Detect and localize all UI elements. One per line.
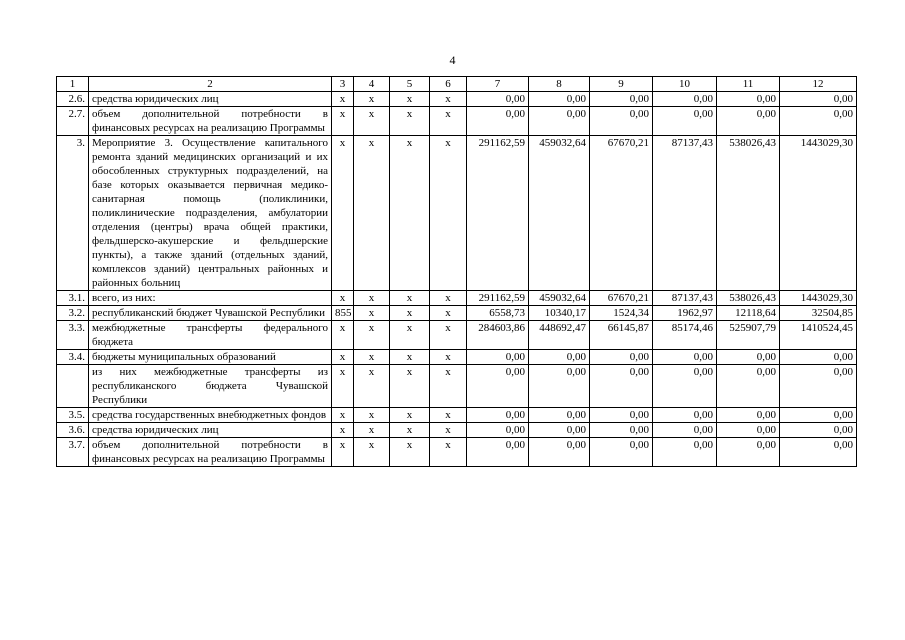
col-4-cell: х (354, 306, 390, 321)
row-number: 3.6. (57, 423, 89, 438)
value-cell: 0,00 (529, 350, 590, 365)
value-cell: 0,00 (529, 365, 590, 408)
column-header: 4 (354, 77, 390, 92)
budget-table (56, 76, 857, 467)
row-number: 3.2. (57, 306, 89, 321)
col-5-cell: х (390, 408, 430, 423)
col-6-cell: х (430, 321, 467, 350)
value-cell: 0,00 (590, 365, 653, 408)
col-5-cell: х (390, 92, 430, 107)
col-3-cell: 855 (332, 306, 354, 321)
value-cell: 1962,97 (653, 306, 717, 321)
table-row (57, 107, 857, 136)
value-cell: 0,00 (590, 438, 653, 467)
value-cell: 0,00 (467, 350, 529, 365)
column-header: 11 (717, 77, 780, 92)
value-cell: 0,00 (467, 92, 529, 107)
table-row (57, 92, 857, 107)
value-cell: 0,00 (780, 92, 857, 107)
col-6-cell: х (430, 92, 467, 107)
row-description: межбюджетные трансферты федерального бюджета (89, 321, 332, 350)
table-row (57, 350, 857, 365)
column-header: 1 (57, 77, 89, 92)
row-number: 2.7. (57, 107, 89, 136)
value-cell: 538026,43 (717, 291, 780, 306)
column-header: 6 (430, 77, 467, 92)
table-row (57, 291, 857, 306)
col-4-cell: х (354, 136, 390, 291)
row-description: средства юридических лиц (89, 423, 332, 438)
col-5-cell: х (390, 438, 430, 467)
col-6-cell: х (430, 438, 467, 467)
value-cell: 1524,34 (590, 306, 653, 321)
row-number: 3.7. (57, 438, 89, 467)
row-number: 3.5. (57, 408, 89, 423)
value-cell: 0,00 (653, 408, 717, 423)
col-3-cell: х (332, 408, 354, 423)
value-cell: 66145,87 (590, 321, 653, 350)
col-6-cell: х (430, 306, 467, 321)
value-cell: 0,00 (717, 438, 780, 467)
col-4-cell: х (354, 321, 390, 350)
value-cell: 0,00 (717, 92, 780, 107)
value-cell: 0,00 (653, 350, 717, 365)
col-3-cell: х (332, 423, 354, 438)
value-cell: 0,00 (590, 350, 653, 365)
col-5-cell: х (390, 423, 430, 438)
row-number: 3. (57, 136, 89, 291)
col-6-cell: х (430, 291, 467, 306)
row-description: объем дополнительной потребности в финансовых ресурсах на реализацию Программы (89, 107, 332, 136)
value-cell: 0,00 (590, 92, 653, 107)
value-cell: 10340,17 (529, 306, 590, 321)
col-5-cell: х (390, 350, 430, 365)
value-cell: 67670,21 (590, 291, 653, 306)
col-3-cell: х (332, 291, 354, 306)
value-cell: 0,00 (653, 423, 717, 438)
value-cell: 67670,21 (590, 136, 653, 291)
row-description: Мероприятие 3. Осуществление капитального ремонта зданий медицинских организаций и их обособленных структурных подразделений, на базе которых оказывается первичная медико-санитарная помощь (поликлиники, поликлинические подразделения, амбулатории отделения (центры) врача общей практики, фельдшерско-акушерские и фельдшерские пункты), а также зданий (отдельных зданий, комплексов зданий) центральных районных и районных больниц (89, 136, 332, 291)
col-3-cell: х (332, 365, 354, 408)
value-cell: 6558,73 (467, 306, 529, 321)
col-4-cell: х (354, 291, 390, 306)
value-cell: 0,00 (529, 423, 590, 438)
value-cell: 0,00 (529, 438, 590, 467)
table-row (57, 438, 857, 467)
row-number: 2.6. (57, 92, 89, 107)
value-cell: 0,00 (780, 107, 857, 136)
value-cell: 0,00 (467, 365, 529, 408)
row-number: 3.1. (57, 291, 89, 306)
value-cell: 0,00 (717, 350, 780, 365)
value-cell: 0,00 (717, 365, 780, 408)
column-header: 9 (590, 77, 653, 92)
column-header: 3 (332, 77, 354, 92)
col-5-cell: х (390, 107, 430, 136)
col-5-cell: х (390, 365, 430, 408)
value-cell: 0,00 (467, 107, 529, 136)
col-6-cell: х (430, 136, 467, 291)
table-row (57, 423, 857, 438)
col-3-cell: х (332, 107, 354, 136)
page-number: 4 (449, 53, 456, 67)
row-description: средства государственных внебюджетных фондов (89, 408, 332, 423)
value-cell: 0,00 (653, 92, 717, 107)
col-3-cell: х (332, 92, 354, 107)
table-row (57, 321, 857, 350)
row-description: республиканский бюджет Чувашской Республики (89, 306, 332, 321)
value-cell: 0,00 (529, 408, 590, 423)
col-3-cell: х (332, 136, 354, 291)
value-cell: 0,00 (467, 408, 529, 423)
column-header: 7 (467, 77, 529, 92)
column-header: 8 (529, 77, 590, 92)
col-4-cell: х (354, 350, 390, 365)
column-header: 12 (780, 77, 857, 92)
value-cell: 291162,59 (467, 136, 529, 291)
value-cell: 1443029,30 (780, 291, 857, 306)
col-5-cell: х (390, 136, 430, 291)
value-cell: 1410524,45 (780, 321, 857, 350)
col-4-cell: х (354, 365, 390, 408)
value-cell: 1443029,30 (780, 136, 857, 291)
value-cell: 459032,64 (529, 136, 590, 291)
value-cell: 0,00 (529, 107, 590, 136)
value-cell: 32504,85 (780, 306, 857, 321)
value-cell: 0,00 (590, 423, 653, 438)
col-4-cell: х (354, 438, 390, 467)
value-cell: 0,00 (780, 438, 857, 467)
row-number: 3.3. (57, 321, 89, 350)
value-cell: 0,00 (653, 365, 717, 408)
value-cell: 525907,79 (717, 321, 780, 350)
value-cell: 284603,86 (467, 321, 529, 350)
value-cell: 0,00 (590, 107, 653, 136)
col-5-cell: х (390, 306, 430, 321)
col-6-cell: х (430, 423, 467, 438)
col-3-cell: х (332, 321, 354, 350)
row-description: объем дополнительной потребности в финансовых ресурсах на реализацию Программы (89, 438, 332, 467)
col-5-cell: х (390, 321, 430, 350)
row-number: 3.4. (57, 350, 89, 365)
row-description: из них межбюджетные трансферты из республиканского бюджета Чувашской Республики (89, 365, 332, 408)
col-3-cell: х (332, 350, 354, 365)
col-3-cell: х (332, 438, 354, 467)
column-header-row (57, 77, 857, 92)
value-cell: 87137,43 (653, 291, 717, 306)
value-cell: 87137,43 (653, 136, 717, 291)
value-cell: 538026,43 (717, 136, 780, 291)
table-row (57, 408, 857, 423)
row-number (57, 365, 89, 408)
column-header: 10 (653, 77, 717, 92)
table-body (57, 77, 857, 467)
col-6-cell: х (430, 107, 467, 136)
value-cell: 0,00 (780, 423, 857, 438)
column-header: 2 (89, 77, 332, 92)
col-5-cell: х (390, 291, 430, 306)
value-cell: 0,00 (467, 438, 529, 467)
value-cell: 459032,64 (529, 291, 590, 306)
value-cell: 0,00 (529, 92, 590, 107)
col-4-cell: х (354, 408, 390, 423)
row-description: всего, из них: (89, 291, 332, 306)
value-cell: 0,00 (653, 438, 717, 467)
col-6-cell: х (430, 365, 467, 408)
value-cell: 85174,46 (653, 321, 717, 350)
col-4-cell: х (354, 423, 390, 438)
value-cell: 0,00 (653, 107, 717, 136)
row-description: средства юридических лиц (89, 92, 332, 107)
value-cell: 0,00 (590, 408, 653, 423)
value-cell: 0,00 (467, 423, 529, 438)
value-cell: 0,00 (780, 350, 857, 365)
value-cell: 0,00 (717, 408, 780, 423)
value-cell: 0,00 (717, 107, 780, 136)
table-row (57, 306, 857, 321)
col-6-cell: х (430, 350, 467, 365)
value-cell: 0,00 (717, 423, 780, 438)
col-4-cell: х (354, 92, 390, 107)
value-cell: 12118,64 (717, 306, 780, 321)
value-cell: 0,00 (780, 365, 857, 408)
table-row (57, 365, 857, 408)
col-6-cell: х (430, 408, 467, 423)
value-cell: 0,00 (780, 408, 857, 423)
value-cell: 448692,47 (529, 321, 590, 350)
value-cell: 291162,59 (467, 291, 529, 306)
row-description: бюджеты муниципальных образований (89, 350, 332, 365)
col-4-cell: х (354, 107, 390, 136)
column-header: 5 (390, 77, 430, 92)
table-row (57, 136, 857, 291)
